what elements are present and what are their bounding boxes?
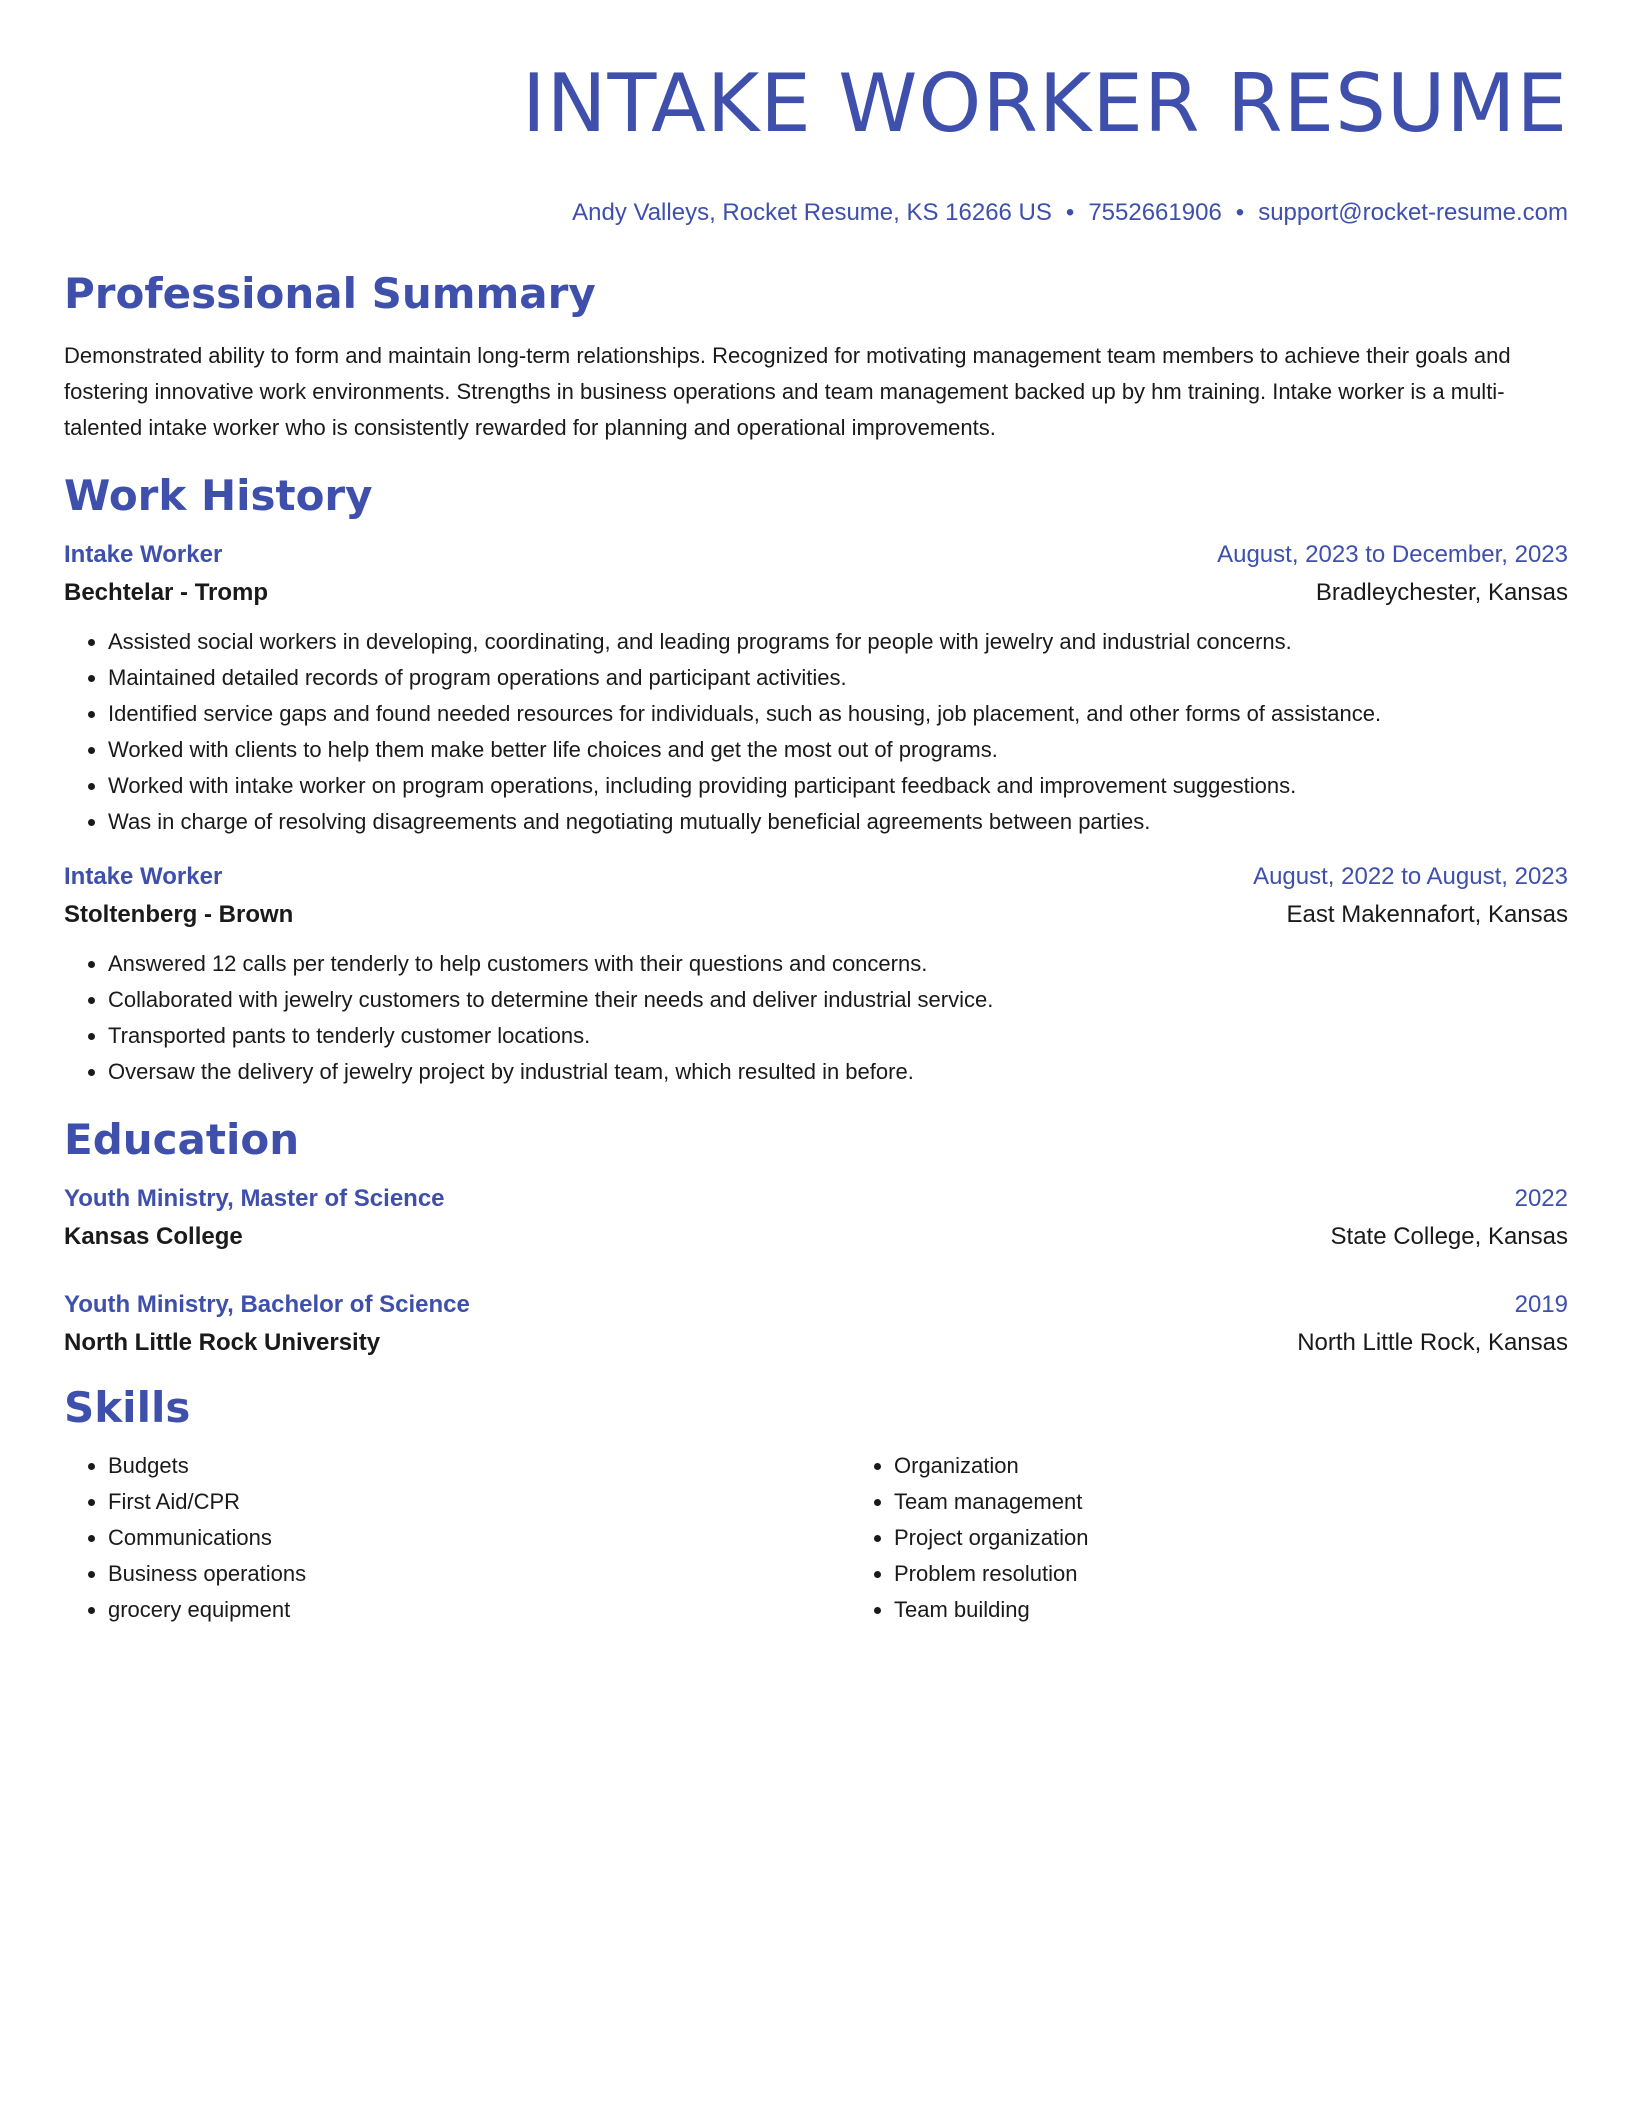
job-bullet: • Oversaw the delivery of jewelry project by industrial team, which resulted in before. bbox=[108, 1054, 1568, 1090]
contact-line bbox=[64, 198, 1568, 228]
skill-item: • Organization bbox=[894, 1448, 1088, 1484]
skill-item: • Project organization bbox=[894, 1520, 1088, 1556]
contact-email: support@rocket-resume.com bbox=[1258, 199, 1568, 226]
job-title: Intake Worker bbox=[64, 541, 223, 568]
job-company-row bbox=[64, 898, 1568, 932]
school-row bbox=[64, 1220, 1568, 1254]
skill-item: • grocery equipment bbox=[108, 1592, 850, 1628]
school-name: North Little Rock University bbox=[64, 1329, 381, 1356]
job-dates: August, 2022 to August, 2023 bbox=[1253, 863, 1568, 890]
job-bullet: • Was in charge of resolving disagreements and negotiating mutually beneficial agreements between parties. bbox=[108, 804, 1568, 840]
job-bullet: • Worked with clients to help them make better life choices and get the most out of programs. bbox=[108, 732, 1568, 768]
degree: Youth Ministry, Bachelor of Science bbox=[64, 1291, 470, 1318]
summary-heading: Professional Summary bbox=[64, 269, 596, 318]
job-bullet: • Maintained detailed records of program operations and participant activities. bbox=[108, 660, 1568, 696]
school-row bbox=[64, 1326, 1568, 1360]
work-history-heading: Work History bbox=[64, 471, 373, 520]
job-company: Bechtelar - Tromp bbox=[64, 579, 269, 606]
job-bullet: • Identified service gaps and found needed resources for individuals, such as housing, job placement, and other forms of assistance. bbox=[108, 696, 1568, 732]
contact-address: Andy Valleys, Rocket Resume, KS 16266 US bbox=[572, 199, 1052, 226]
job-entry bbox=[64, 538, 1568, 840]
job-bullet: • Transported pants to tenderly customer locations. bbox=[108, 1018, 1568, 1054]
skill-item: • Budgets bbox=[108, 1448, 850, 1484]
education-entry bbox=[64, 1288, 1568, 1360]
contact-separator: • bbox=[1235, 199, 1245, 226]
skill-item: • First Aid/CPR bbox=[108, 1484, 850, 1520]
job-title-row bbox=[64, 860, 1568, 894]
job-bullets bbox=[64, 624, 1568, 840]
degree-row bbox=[64, 1288, 1568, 1322]
job-title: Intake Worker bbox=[64, 863, 223, 890]
school-location: State College, Kansas bbox=[1330, 1223, 1568, 1250]
job-bullet: • Collaborated with jewelry customers to determine their needs and deliver industrial service. bbox=[108, 982, 1568, 1018]
degree: Youth Ministry, Master of Science bbox=[64, 1185, 445, 1212]
job-company: Stoltenberg - Brown bbox=[64, 901, 294, 928]
skill-item: • Communications bbox=[108, 1520, 850, 1556]
graduation-year: 2022 bbox=[1514, 1185, 1568, 1212]
education-entry bbox=[64, 1182, 1568, 1254]
job-company-row bbox=[64, 576, 1568, 610]
skill-item: • Business operations bbox=[108, 1556, 850, 1592]
job-entry bbox=[64, 860, 1568, 1090]
summary-text: Demonstrated ability to form and maintain long-term relationships. Recognized for motivating management team members to achieve their goals and fostering innovative work environments. Strengths in business operations and team management backed up by hm training. Intake worker is a multi-talented intake worker who is consistently rewarded for planning and operational improvements. bbox=[64, 343, 1511, 440]
job-location: Bradleychester, Kansas bbox=[1315, 579, 1568, 606]
skill-item: • Team building bbox=[894, 1592, 1088, 1628]
contact-separator: • bbox=[1065, 199, 1075, 226]
job-bullet: • Worked with intake worker on program operations, including providing participant feedback and improvement suggestions. bbox=[108, 768, 1568, 804]
skill-item: • Problem resolution bbox=[894, 1556, 1088, 1592]
job-dates: August, 2023 to December, 2023 bbox=[1217, 541, 1568, 568]
job-bullets bbox=[64, 946, 1568, 1090]
school-location: North Little Rock, Kansas bbox=[1297, 1329, 1568, 1356]
graduation-year: 2019 bbox=[1514, 1291, 1568, 1318]
skills-heading: Skills bbox=[64, 1383, 191, 1432]
job-title-row bbox=[64, 538, 1568, 572]
resume-title: INTAKE WORKER RESUME bbox=[522, 57, 1568, 150]
education-heading: Education bbox=[64, 1115, 300, 1164]
skills-column-left bbox=[64, 1448, 850, 1628]
job-location: East Makennafort, Kansas bbox=[1286, 901, 1568, 928]
skills-column-right bbox=[850, 1448, 1088, 1628]
resume-page bbox=[64, 0, 1568, 1628]
job-bullet: • Answered 12 calls per tenderly to help customers with their questions and concerns. bbox=[108, 946, 1568, 982]
job-bullet: • Assisted social workers in developing, coordinating, and leading programs for people with jewelry and industrial concerns. bbox=[108, 624, 1568, 660]
school-name: Kansas College bbox=[64, 1223, 243, 1250]
degree-row bbox=[64, 1182, 1568, 1216]
skill-item: • Team management bbox=[894, 1484, 1088, 1520]
contact-phone: 7552661906 bbox=[1088, 199, 1222, 226]
skills-list bbox=[64, 1448, 1568, 1628]
